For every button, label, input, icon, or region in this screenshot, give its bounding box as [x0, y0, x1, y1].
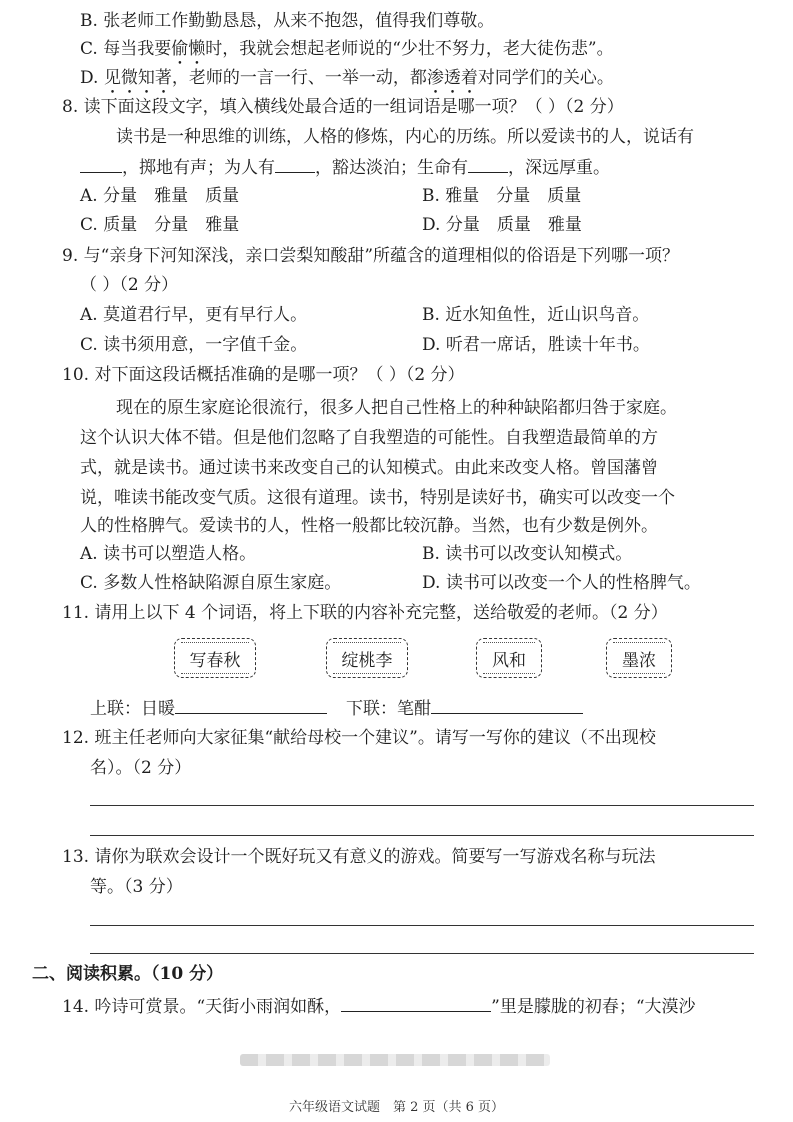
q13-stem: 13. 请你为联欢会设计一个既好玩又有意义的游戏。简要写一写游戏名称与玩法: [62, 847, 656, 867]
q10-passage-line2: 这个认识大体不错。但是他们忽略了自我塑造的可能性。自我塑造最简单的方: [80, 428, 658, 448]
q7-option-d: D. 见微知著，老师的一言一行、一举一动，都渗透着对同学们的关心。: [80, 68, 614, 88]
q7-option-c: C. 每当我要偷懒时，我就会想起老师说的“少壮不努力，老大徒伤悲”。: [80, 39, 614, 59]
lower-couplet-blank[interactable]: [431, 697, 583, 714]
word-box: 写春秋: [174, 638, 256, 678]
section-title: 二、阅读积累。（10 分）: [32, 964, 224, 984]
answer-line[interactable]: [90, 835, 754, 836]
q10-passage-line3: 式，就是读书。通过读书来改变自己的认知模式。由此来改变人格。曾国藩曾: [80, 458, 658, 478]
page-footer: 六年级语文试题 第 2 页（共 6 页）: [288, 1100, 505, 1115]
q7-option-b: B. 张老师工作勤勤恳恳，从来不抱怨，值得我们尊敬。: [80, 11, 495, 31]
answer-blank[interactable]: [80, 156, 122, 173]
couplet-lower: 下联：笔酣: [346, 697, 583, 720]
q14-stem: 14. 吟诗可赏景。“天街小雨润如酥， ”里是朦胧的初春；“大漠沙: [62, 997, 696, 1017]
blurred-watermark: [240, 1054, 550, 1066]
q10-option-c: C. 多数人性格缺陷源自原生家庭。: [80, 573, 342, 593]
answer-blank[interactable]: [468, 156, 508, 173]
q12-stem: 12. 班主任老师向大家征集“献给母校一个建议”。请写一写你的建议（不出现校: [62, 728, 656, 748]
q9-option-a: A. 莫道君行早，更有早行人。: [80, 305, 308, 325]
q10-option-d: D. 读书可以改变一个人的性格脾气。: [422, 573, 701, 593]
answer-line[interactable]: [90, 805, 754, 806]
q10-passage-line5: 人的性格脾气。爱读书的人，性格一般都比较沉静。当然，也有少数是例外。: [80, 516, 658, 536]
q8-option-a: A. 分量 雅量 质量: [80, 186, 240, 206]
q11-stem: 11. 请用上以下 4 个词语，将上下联的内容补充完整，送给敬爱的老师。（2 分）: [62, 603, 668, 623]
q10-stem: 10. 对下面这段话概括准确的是哪一项？（ ）（2 分）: [62, 365, 465, 385]
q10-passage-line1: 现在的原生家庭论很流行，很多人把自己性格上的种种缺陷都归咎于家庭。: [116, 398, 677, 418]
word-box: 墨浓: [606, 638, 672, 678]
word-box: 风和: [476, 638, 542, 678]
q8-passage-line2: ，掷地有声；为人有 ，豁达淡泊；生命有 ，深远厚重。: [80, 156, 610, 179]
q9-option-b: B. 近水知鱼性，近山识鸟音。: [422, 305, 650, 325]
word-box: 绽桃李: [326, 638, 408, 678]
q8-option-c: C. 质量 分量 雅量: [80, 215, 240, 235]
answer-blank[interactable]: [341, 995, 491, 1012]
answer-line[interactable]: [90, 925, 754, 926]
q9-stem-cont: （ ）（2 分）: [80, 275, 179, 295]
q10-option-a: A. 读书可以塑造人格。: [80, 544, 257, 564]
q9-option-d: D. 听君一席话，胜读十年书。: [422, 335, 650, 355]
q8-option-b: B. 雅量 分量 质量: [422, 186, 582, 206]
couplet-upper: 上联：日暖: [90, 697, 327, 720]
q9-option-c: C. 读书须用意，一字值千金。: [80, 335, 308, 355]
q13-stem-cont: 等。（3 分）: [90, 877, 183, 897]
q8-stem: 8. 读下面这段文字，填入横线处最合适的一组词语是哪一项？（ ）（2 分）: [62, 97, 624, 117]
q12-stem-cont: 名）。（2 分）: [90, 758, 192, 778]
q8-passage-line1: 读书是一种思维的训练，人格的修炼，内心的历练。所以爱读书的人，说话有: [116, 127, 694, 147]
q10-option-b: B. 读书可以改变认知模式。: [422, 544, 633, 564]
upper-couplet-blank[interactable]: [175, 697, 327, 714]
answer-blank[interactable]: [275, 156, 315, 173]
q10-passage-line4: 说，唯读书能改变气质。这很有道理。读书，特别是读好书，确实可以改变一个: [80, 488, 675, 508]
q8-option-d: D. 分量 质量 雅量: [422, 215, 582, 235]
answer-line[interactable]: [90, 953, 754, 954]
q9-stem: 9. 与“亲身下河知深浅，亲口尝梨知酸甜”所蕴含的道理相似的俗语是下列哪一项？: [62, 246, 680, 266]
